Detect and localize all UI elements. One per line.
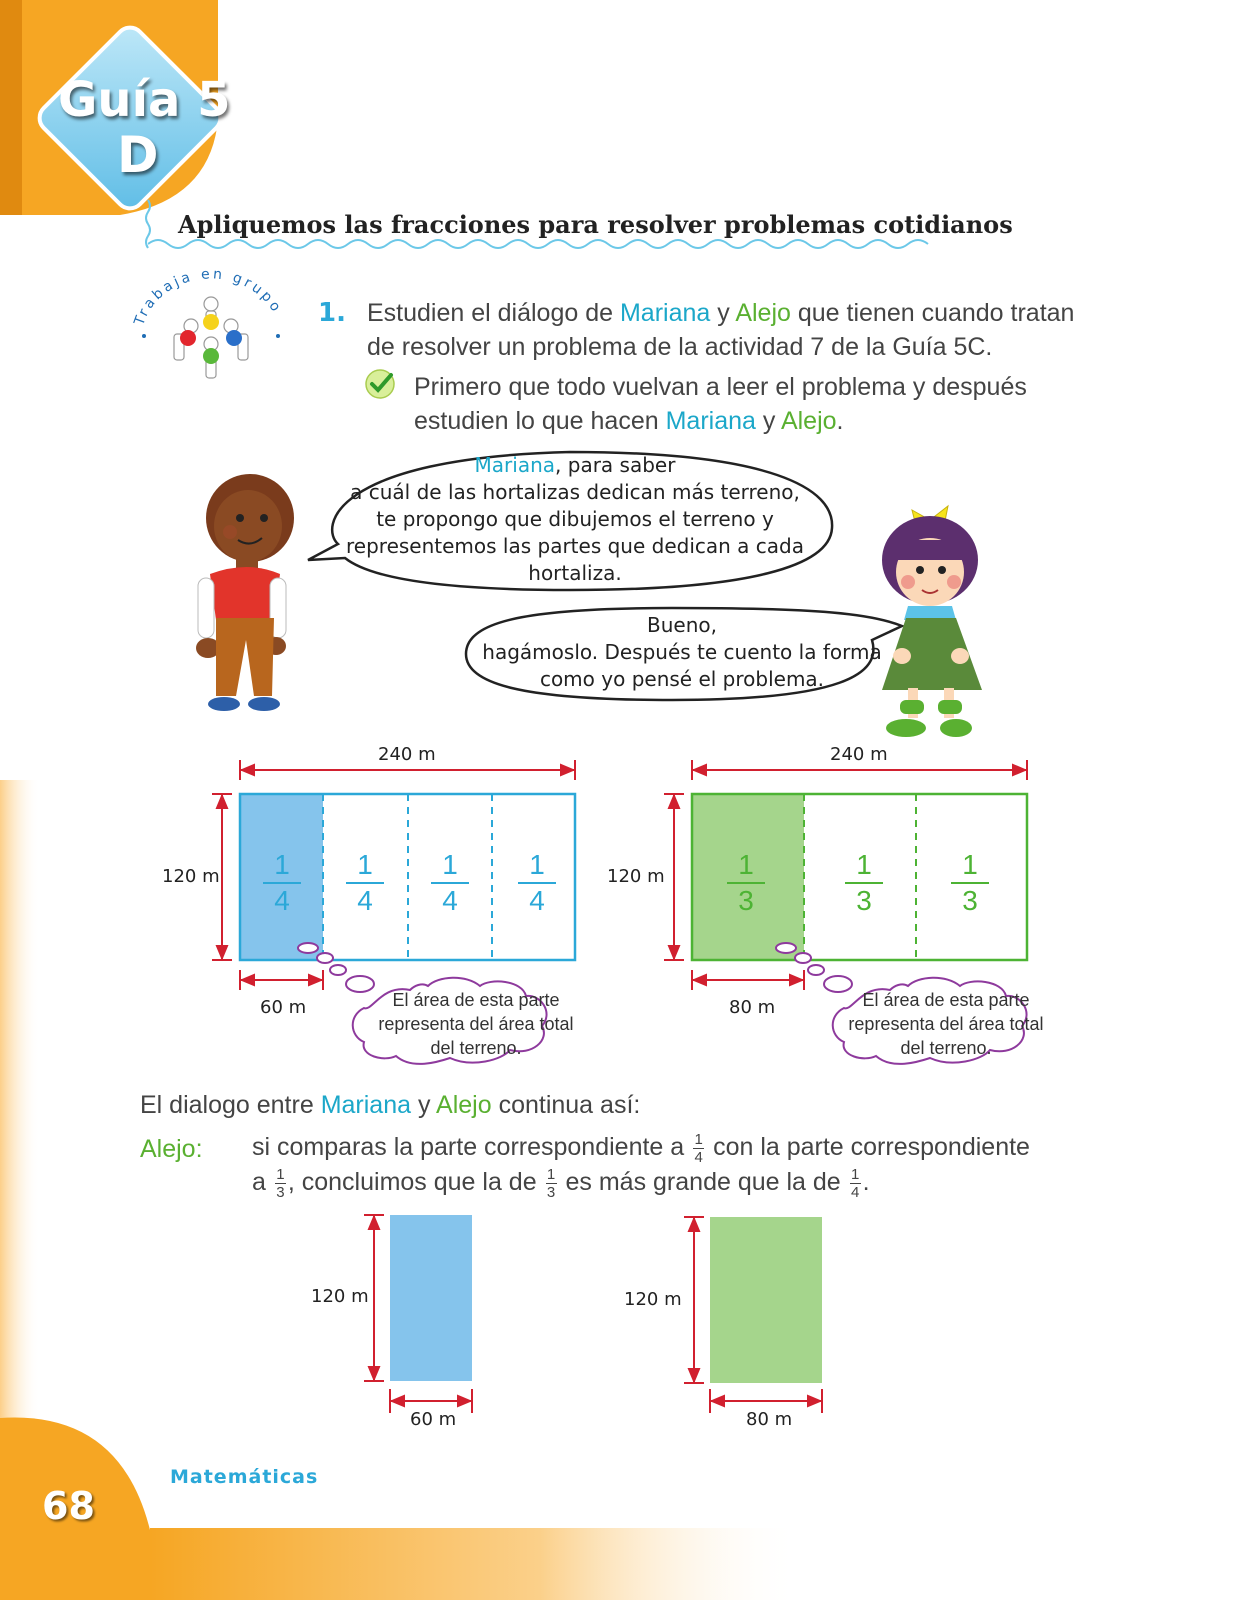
thirds-thought-cloud-text: El área de esta parte representa del área total del terreno. bbox=[848, 990, 1044, 1058]
guide-label: Guía 5 bbox=[58, 72, 231, 128]
fraction-quarter-4: 1 4 bbox=[517, 848, 557, 918]
name-mariana: Mariana bbox=[665, 407, 756, 435]
fraction-quarter-3: 1 4 bbox=[430, 848, 470, 918]
conj: y bbox=[755, 407, 781, 435]
inline-fraction-quarter: $\frac{1}{4}$ bbox=[850, 1165, 860, 1201]
check-text-2: estudien lo que hacen bbox=[414, 407, 666, 435]
footer-subject: Matemáticas bbox=[170, 1466, 319, 1488]
speech-text-mariana bbox=[482, 612, 882, 693]
quarters-height-label: 120 m bbox=[162, 866, 220, 887]
thirds-width-label: 240 m bbox=[830, 744, 888, 765]
thirds-part-width-label: 80 m bbox=[729, 997, 776, 1018]
activity-number: 1. bbox=[318, 298, 346, 328]
conj: y bbox=[710, 299, 736, 327]
guide-letter: D bbox=[117, 126, 159, 184]
group-work-arc-text bbox=[130, 262, 292, 342]
intro-text: Estudien el diálogo de bbox=[367, 299, 620, 327]
page-number: 68 bbox=[42, 1484, 95, 1528]
activity-intro bbox=[367, 296, 1127, 364]
speech-text-alejo bbox=[330, 452, 820, 587]
speech-line: representemos las partes que dedican a cada bbox=[346, 534, 804, 558]
comparison-right-width-label: 80 m bbox=[746, 1409, 793, 1430]
comparison-third-part bbox=[670, 1205, 840, 1435]
name-alejo: Alejo bbox=[735, 299, 791, 327]
speech-line: a cuál de las hortalizas dedican más terreno, bbox=[350, 480, 800, 504]
fraction-third-1: 1 3 bbox=[726, 848, 766, 918]
speech-line: Bueno, bbox=[647, 613, 717, 637]
comparison-quarter-part bbox=[350, 1205, 490, 1435]
check-text: Primero que todo vuelvan a leer el problema y después bbox=[414, 373, 1027, 401]
quarters-part-width-label: 60 m bbox=[260, 997, 307, 1018]
fraction-quarter-2: 1 4 bbox=[345, 848, 385, 918]
inline-fraction-quarter: $\frac{1}{4}$ bbox=[694, 1130, 703, 1166]
svg-text:Trabaja en grupo bbox=[131, 266, 285, 328]
speech-line: como yo pensé el problema. bbox=[539, 667, 825, 691]
inline-fraction-third: $\frac{1}{3}$ bbox=[546, 1165, 556, 1201]
alejo-character bbox=[188, 470, 308, 720]
fraction-third-2: 1 3 bbox=[844, 848, 884, 918]
mariana-character bbox=[872, 490, 992, 760]
dialog-continue-text: El dialogo entre Mariana y Alejo continua así: bbox=[140, 1091, 641, 1119]
check-icon bbox=[364, 368, 398, 400]
name-alejo: Alejo bbox=[780, 407, 837, 435]
intro-text-2: de resolver un problema de la actividad 7 de la Guía 5C. bbox=[367, 333, 993, 361]
fraction-third-3: 1 3 bbox=[950, 848, 990, 918]
comparison-left-height-label: 120 m bbox=[311, 1286, 369, 1307]
name-mariana: Mariana bbox=[619, 299, 711, 327]
group-work-label: Trabaja en grupo bbox=[131, 266, 286, 328]
fraction-quarter-1: 1 4 bbox=[262, 848, 302, 918]
speech-line: , para saber bbox=[555, 453, 676, 477]
speaker-alejo: Alejo: bbox=[140, 1135, 203, 1163]
alejo-statement: si comparas la parte correspondiente a $\frac{1}{4}$ con la parte correspondiente a $\frac{1}{3}$ , concluimos que la de $\frac{1}{3}$ es más grande que la de $\frac{1}{4}$ . bbox=[252, 1130, 1030, 1201]
quarters-width-label: 240 m bbox=[378, 744, 436, 765]
quarters-thought-cloud-text: El área de esta parte representa del área total del terreno. bbox=[378, 990, 574, 1058]
name-mariana: Mariana bbox=[474, 453, 556, 477]
intro-text: que tienen cuando tratan bbox=[790, 299, 1075, 327]
comparison-right-height-label: 120 m bbox=[624, 1289, 682, 1310]
speech-line: hagámoslo. Después te cuento la forma bbox=[482, 640, 882, 664]
check-instruction bbox=[414, 370, 1114, 438]
inline-fraction-third: $\frac{1}{3}$ bbox=[276, 1165, 285, 1201]
page-title: Apliquemos las fracciones para resolver problemas cotidianos bbox=[178, 210, 1013, 239]
speech-line: hortaliza. bbox=[528, 561, 622, 585]
thirds-height-label: 120 m bbox=[607, 866, 665, 887]
period: . bbox=[836, 407, 844, 435]
speech-line: te propongo que dibujemos el terreno y bbox=[376, 507, 774, 531]
comparison-left-width-label: 60 m bbox=[410, 1409, 457, 1430]
